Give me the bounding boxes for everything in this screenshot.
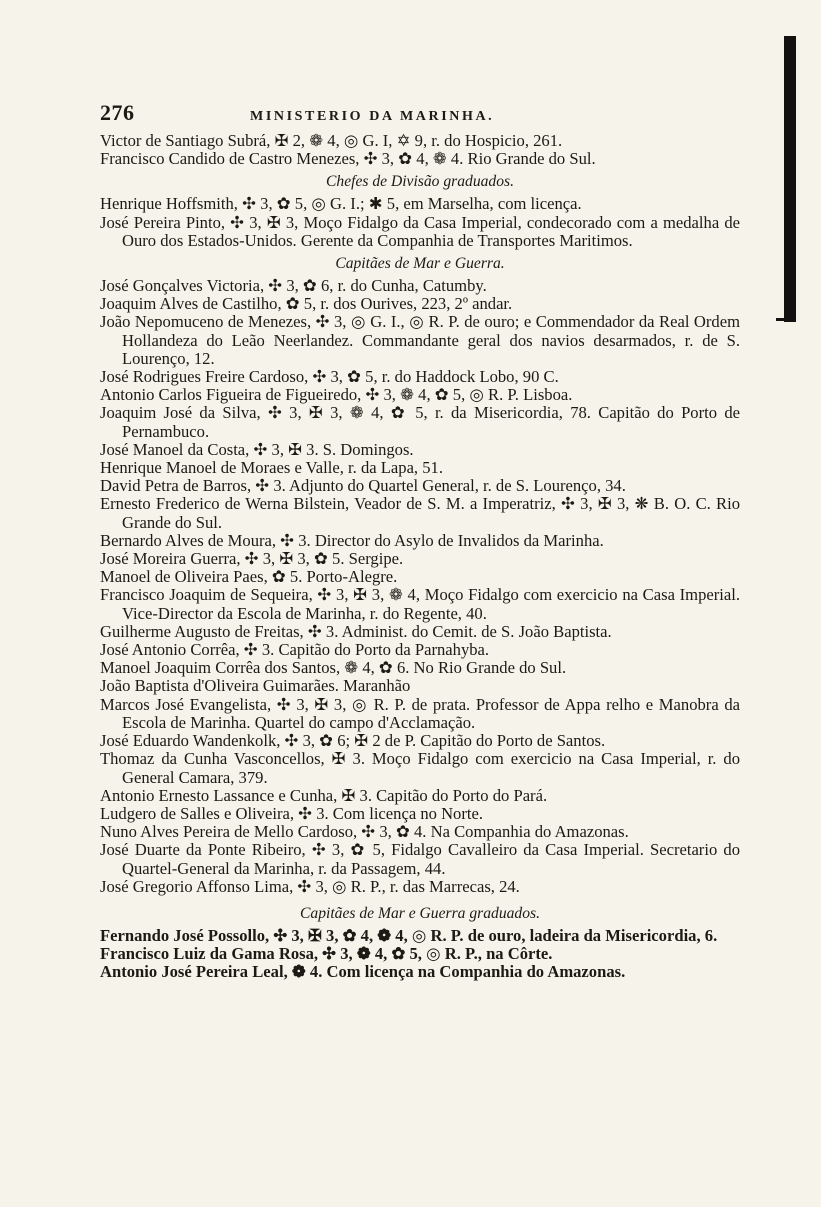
list-item: Ernesto Frederico de Werna Bilstein, Veador de S. M. a Imperatriz, ✣ 3, ✠ 3, ❋ B. O. C. Rio Grande do Sul. (100, 494, 740, 532)
list-item: Joaquim José da Silva, ✣ 3, ✠ 3, ❁ 4, ✿ 5, r. da Misericordia, 78. Capitão do Porto de Pernambuco. (100, 403, 740, 441)
binding-edge-tick (776, 318, 786, 321)
section-chefes-de-divisao-graduados (100, 173, 740, 250)
section-capitaes-de-mar-e-guerra-graduados (100, 905, 740, 982)
list-item: Henrique Manoel de Moraes e Valle, r. da Lapa, 51. (100, 458, 443, 478)
list-item: Nuno Alves Pereira de Mello Cardoso, ✣ 3, ✿ 4. Na Companhia do Amazonas. (100, 822, 629, 842)
list-item: Francisco Luiz da Gama Rosa, ✣ 3, ❁ 4, ✿ 5, ◎ R. P., na Côrte. (100, 944, 553, 964)
list-item: Joaquim Alves de Castilho, ✿ 5, r. dos Ourives, 223, 2º andar. (100, 294, 513, 314)
list-item: José Gregorio Affonso Lima, ✣ 3, ◎ R. P., r. das Marrecas, 24. (100, 876, 520, 896)
list-item: Antonio Ernesto Lassance e Cunha, ✠ 3. Capitão do Porto do Pará. (100, 785, 548, 805)
list-item: José Rodrigues Freire Cardoso, ✣ 3, ✿ 5, r. do Haddock Lobo, 90 C. (100, 367, 559, 387)
section-heading: Capitães de Mar e Guerra. (335, 255, 505, 273)
list-item: Fernando José Possollo, ✣ 3, ✠ 3, ✿ 4, ❁ 4, ◎ R. P. de ouro, ladeira da Misericordia, 6. (100, 925, 718, 945)
list-item: José Gonçalves Victoria, ✣ 3, ✿ 6, r. do Cunha, Catumby. (100, 276, 487, 296)
page-body (100, 100, 740, 982)
page-header (100, 100, 740, 132)
list-item: José Duarte da Ponte Ribeiro, ✣ 3, ✿ 5, Fidalgo Cavalleiro da Casa Imperial. Secretario do Quartel-General da Marinha, r. da Passagem, 44. (100, 840, 740, 878)
list-item: João Nepomuceno de Menezes, ✣ 3, ◎ G. I., ◎ R. P. de ouro; e Commendador da Real Ordem Hollandeza do Leão Neerlandez. Commandante geral dos navios desarmados, r. de S. Lourenço, 12. (100, 312, 740, 368)
section-capitaes-de-mar-e-guerra (100, 255, 740, 896)
list-item: Antonio José Pereira Leal, ❁ 4. Com licença na Companhia do Amazonas. (100, 962, 626, 982)
list-item: Henrique Hoffsmith, ✣ 3, ✿ 5, ◎ G. I.; ✱ 5, em Marselha, com licença. (100, 194, 582, 214)
list-item: David Petra de Barros, ✣ 3. Adjunto do Quartel General, r. de S. Lourenço, 34. (100, 476, 626, 496)
list-item: José Pereira Pinto, ✣ 3, ✠ 3, Moço Fidalgo da Casa Imperial, condecorado com a medalha de Ouro dos Estados-Unidos. Gerente da Companhia de Transportes Maritimos. (100, 212, 740, 250)
list-item: Thomaz da Cunha Vasconcellos, ✠ 3. Moço Fidalgo com exercicio na Casa Imperial, r. do General Camara, 379. (100, 749, 740, 787)
list-item: José Eduardo Wandenkolk, ✣ 3, ✿ 6; ✠ 2 de P. Capitão do Porto de Santos. (100, 731, 606, 751)
page-number: 276 (100, 100, 135, 125)
list-item: Francisco Candido de Castro Menezes, ✣ 3, ✿ 4, ❁ 4. Rio Grande do Sul. (100, 149, 596, 169)
list-item: Guilherme Augusto de Freitas, ✣ 3. Administ. do Cemit. de S. João Baptista. (100, 621, 612, 641)
list-item: Ludgero de Salles e Oliveira, ✣ 3. Com licença no Norte. (100, 803, 484, 823)
section-heading: Capitães de Mar e Guerra graduados. (300, 904, 540, 922)
list-item: Victor de Santiago Subrá, ✠ 2, ❁ 4, ◎ G. I, ✡ 9, r. do Hospicio, 261. (100, 131, 563, 150)
list-item: José Manoel da Costa, ✣ 3, ✠ 3. S. Domingos. (100, 439, 414, 459)
list-item: Antonio Carlos Figueira de Figueiredo, ✣ 3, ❁ 4, ✿ 5, ◎ R. P. Lisboa. (100, 385, 573, 405)
list-item: Francisco Joaquim de Sequeira, ✣ 3, ✠ 3, ❁ 4, Moço Fidalgo com exercicio na Casa Imperial. Vice-Director da Escola de Marinha, r. do Regente, 40. (100, 585, 740, 623)
section-heading: Chefes de Divisão graduados. (326, 173, 514, 191)
list-item: José Moreira Guerra, ✣ 3, ✠ 3, ✿ 5. Sergipe. (100, 549, 404, 569)
binding-edge-mark (784, 36, 796, 322)
list-item: José Antonio Corrêa, ✣ 3. Capitão do Porto da Parnahyba. (100, 640, 490, 660)
list-item: Manoel de Oliveira Paes, ✿ 5. Porto-Alegre. (100, 567, 398, 587)
list-item: Bernardo Alves de Moura, ✣ 3. Director do Asylo de Invalidos da Marinha. (100, 530, 604, 550)
list-item: João Baptista d'Oliveira Guimarães. Maranhão (100, 676, 411, 696)
list-item: Marcos José Evangelista, ✣ 3, ✠ 3, ◎ R. P. de prata. Professor de Appa relho e Manobra da Escola de Marinha. Quartel do campo d'Acclamação. (100, 694, 740, 732)
section-continuation (100, 132, 740, 168)
list-item: Manoel Joaquim Corrêa dos Santos, ❁ 4, ✿ 6. No Rio Grande do Sul. (100, 658, 567, 678)
running-title: MINISTERIO DA MARINHA. (250, 109, 495, 124)
